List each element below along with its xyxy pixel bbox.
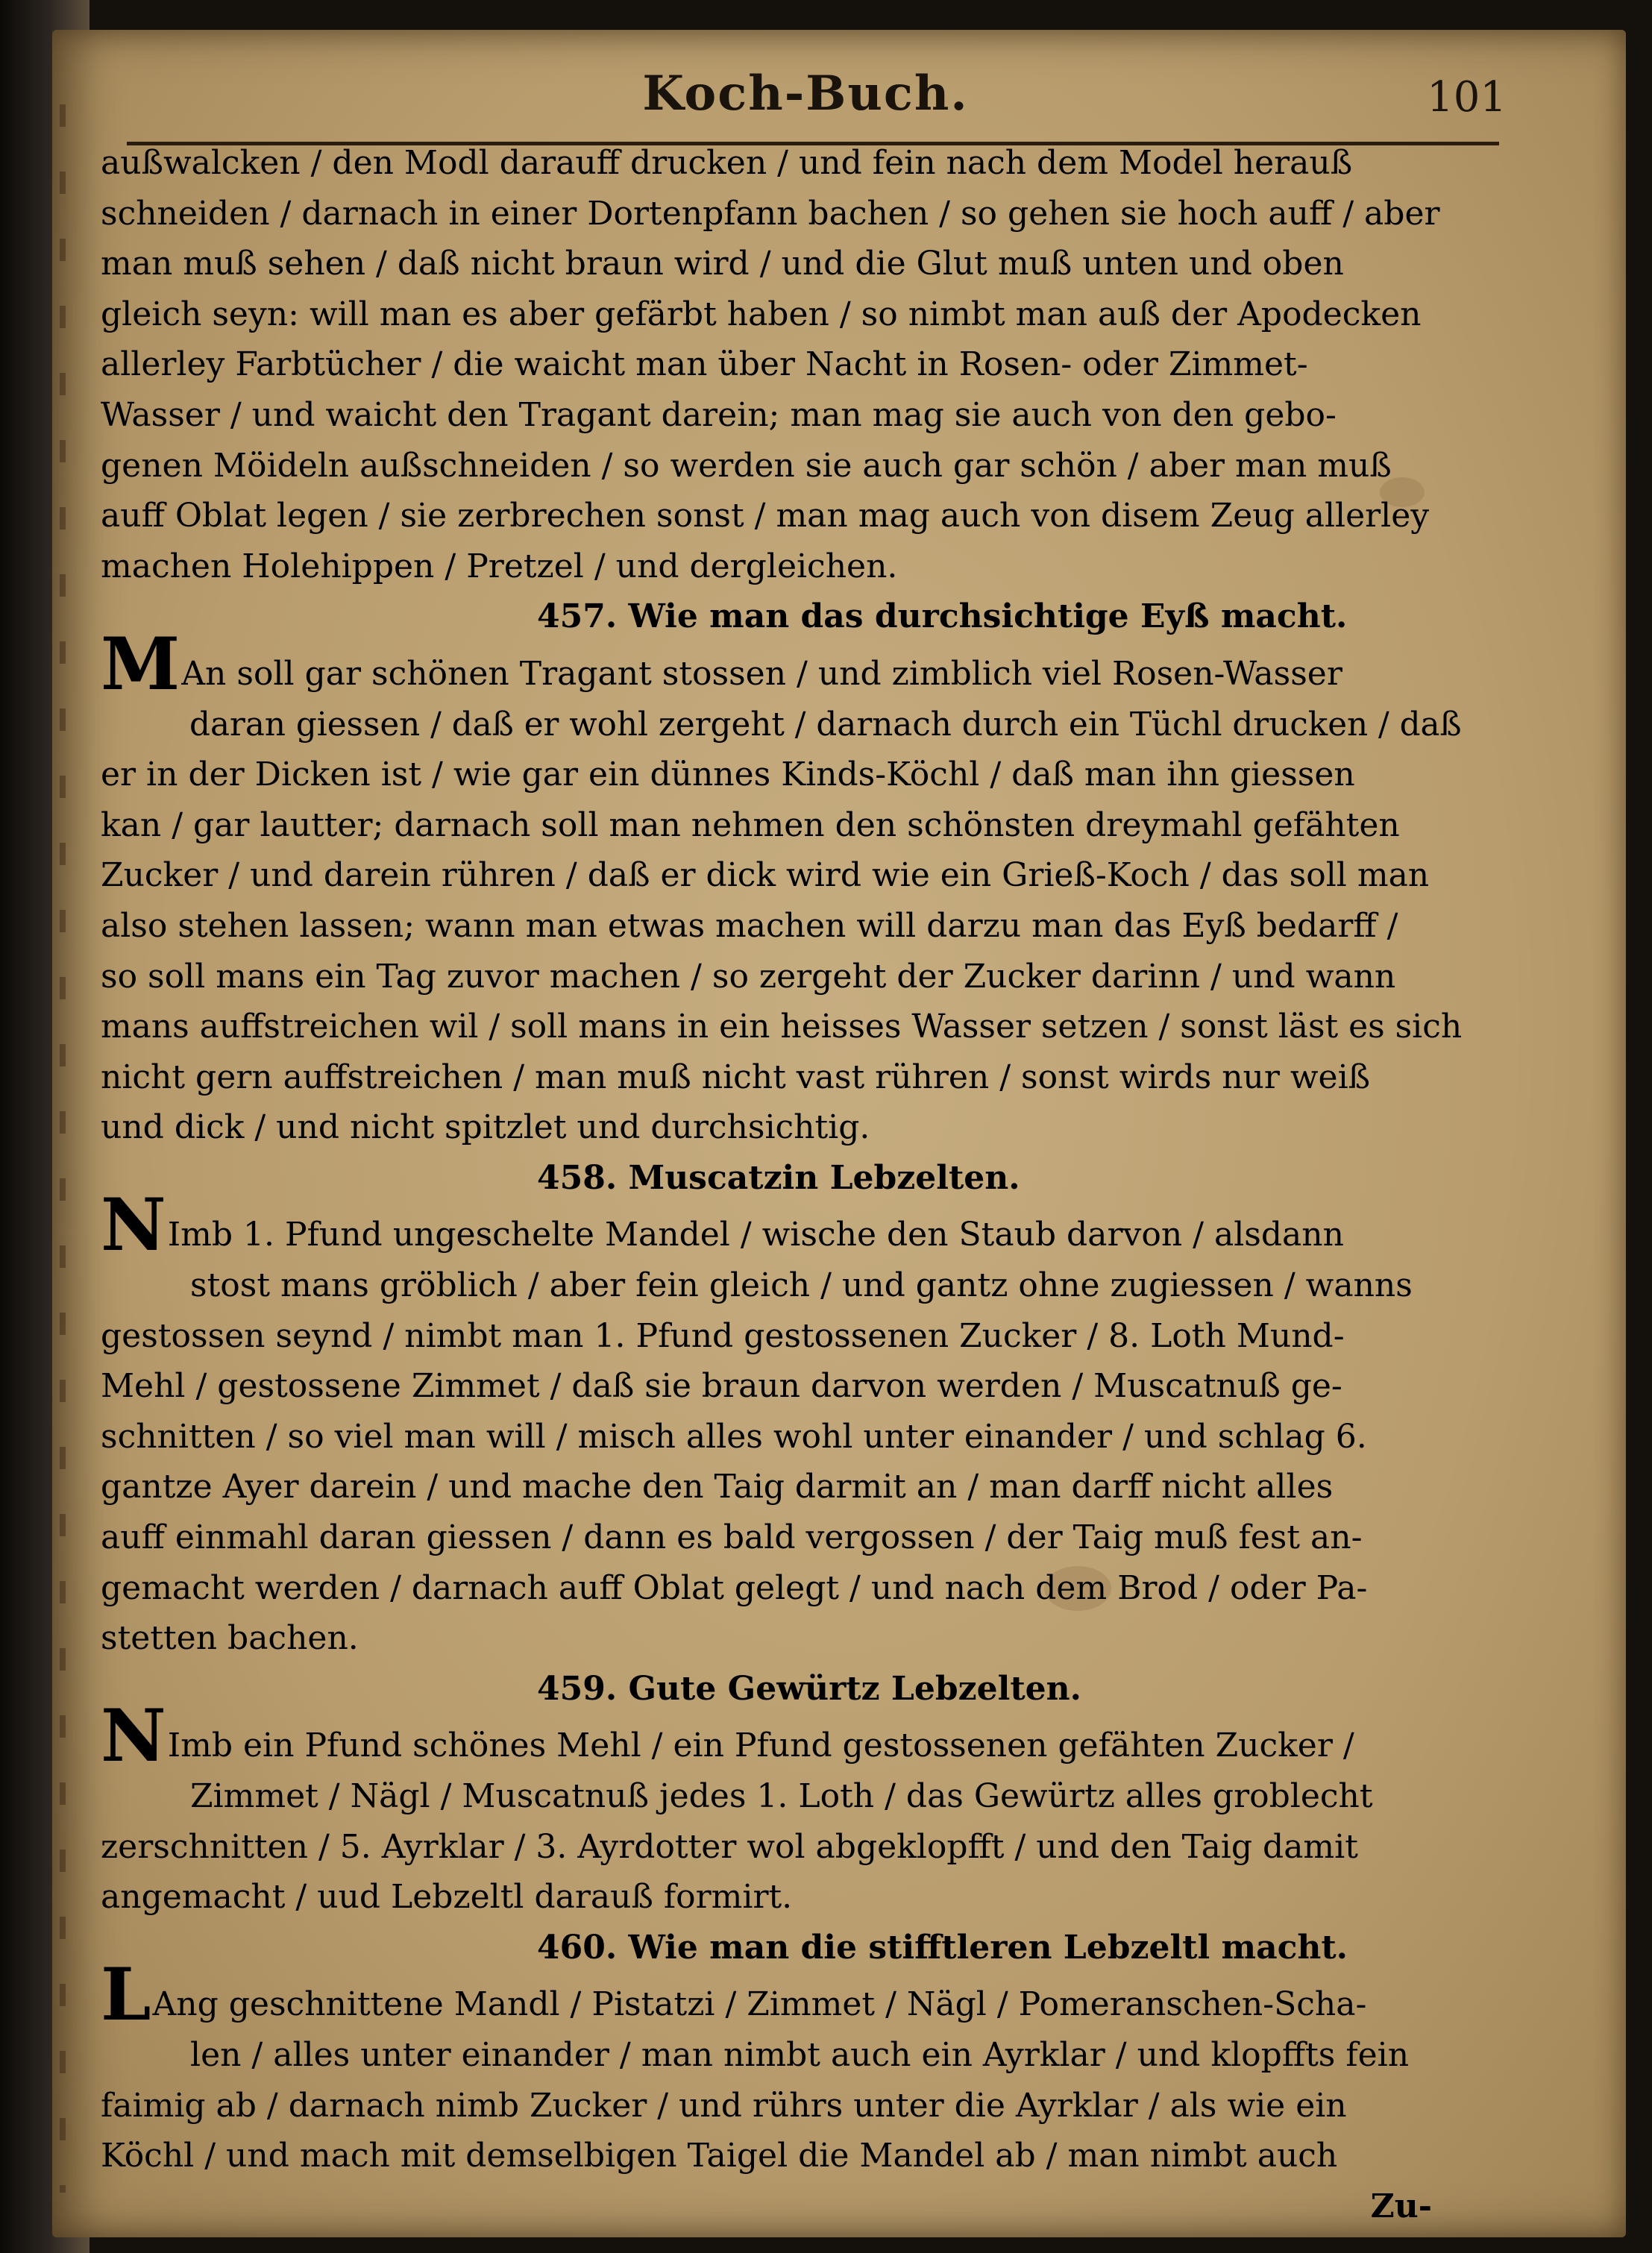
drop-initial: M — [101, 621, 180, 706]
paragraph-first-line — [101, 1952, 1462, 2037]
text-line: angemacht / uud Lebzeltl darauß formirt. — [101, 1878, 793, 1917]
text-line: Köchl / und mach mit demselbigen Taigel die Mandel ab / man nimbt auch — [101, 2137, 1338, 2175]
text-line: gleich seyn: will man es aber gefärbt haben / so nimbt man auß der Apodecken — [101, 295, 1422, 333]
text-line: auff einmahl daran giessen / dann es bald vergossen / der Taig muß fest an- — [101, 1518, 1363, 1557]
text-line: schneiden / darnach in einer Dortenpfann bachen / so gehen sie hoch auff / aber — [101, 194, 1440, 233]
text-line: Zucker / und darein rühren / daß er dick wird wie ein Grieß-Koch / das soll man — [101, 856, 1430, 895]
text-line: genen Möideln außschneiden / so werden sie auch gar schön / aber man muß — [101, 446, 1392, 485]
running-title: Koch-Buch. — [642, 66, 969, 122]
page-header — [97, 66, 1514, 148]
text-line: gemacht werden / darnach auff Oblat gelegt / und nach dem Brod / oder Pa- — [101, 1568, 1368, 1607]
text-line: allerley Farbtücher / die waicht man über Nacht in Rosen- oder Zimmet- — [101, 345, 1308, 384]
text-line: len / alles unter einander / man nimbt auch ein Ayrklar / und klopffts fein — [190, 2035, 1410, 2074]
text-line: auff Oblat legen / sie zerbrechen sonst / man mag auch von disem Zeug allerley — [101, 497, 1430, 535]
text-line: machen Holehippen / Pretzel / und dergleichen. — [101, 547, 898, 585]
text-line: mans auffstreichen wil / soll mans in ein heisses Wasser setzen / sonst läst es sich — [101, 1008, 1463, 1046]
text-line: man muß sehen / daß nicht braun wird / und die Glut muß unten und oben — [101, 245, 1344, 283]
line-text: Imb 1. Pfund ungeschelte Mandel / wische den Staub darvon / alsdann — [167, 1216, 1344, 1254]
text-line: schnitten / so viel man will / misch alles wohl unter einander / und schlag 6. — [101, 1417, 1367, 1456]
recipe-heading: 458. Muscatzin Lebzelten. — [537, 1158, 1020, 1197]
line-text: Imb ein Pfund schönes Mehl / ein Pfund gestossenen gefähten Zucker / — [167, 1726, 1354, 1765]
text-line: nicht gern auffstreichen / man muß nicht vast rühren / sonst wirds nur weiß — [101, 1058, 1371, 1096]
text-line: gestossen seynd / nimbt man 1. Pfund gestossenen Zucker / 8. Loth Mund- — [101, 1316, 1345, 1355]
text-line: faimig ab / darnach nimb Zucker / und rührs unter die Ayrklar / als wie ein — [101, 2086, 1347, 2125]
page-edge-wear — [60, 104, 66, 2193]
text-line: Zimmet / Nägl / Muscatnuß jedes 1. Loth / das Gewürtz alles groblecht — [190, 1777, 1373, 1815]
line-text: An soll gar schönen Tragant stossen / und zimblich viel Rosen-Wasser — [181, 654, 1342, 693]
paragraph-first-line — [101, 1183, 1462, 1268]
text-line: zerschnitten / 5. Ayrklar / 3. Ayrdotter wol abgeklopfft / und den Taig damit — [101, 1827, 1358, 1866]
paragraph-first-line — [101, 1694, 1462, 1779]
recipe-heading: 459. Gute Gewürtz Lebzelten. — [537, 1669, 1081, 1708]
text-line: und dick / und nicht spitzlet und durchsichtig. — [101, 1108, 870, 1147]
text-line: stetten bachen. — [101, 1619, 359, 1658]
paragraph-first-line — [101, 621, 1462, 706]
recipe-heading: 457. Wie man das durchsichtige Eyß macht. — [537, 597, 1348, 636]
text-line: so soll mans ein Tag zuvor machen / so zergeht der Zucker darinn / und wann — [101, 957, 1396, 996]
drop-initial: N — [101, 1183, 166, 1268]
text-line: Wasser / und waicht den Tragant darein; man mag sie auch von den gebo- — [101, 395, 1337, 434]
text-line: gantze Ayer darein / und mache den Taig darmit an / man darff nicht alles — [101, 1468, 1334, 1506]
page-body-text — [101, 138, 1462, 2231]
recipe-heading: 460. Wie man die stifftleren Lebzeltl macht. — [537, 1928, 1348, 1967]
text-line: er in der Dicken ist / wie gar ein dünnes Kinds-Köchl / daß man ihn giessen — [101, 755, 1355, 794]
text-line: daran giessen / daß er wohl zergeht / darnach durch ein Tüchl drucken / daß — [189, 705, 1462, 744]
text-line: stost mans gröblich / aber fein gleich / und gantz ohne zugiessen / wanns — [190, 1266, 1413, 1305]
drop-initial: L — [101, 1952, 151, 2037]
catchword: Zu- — [1370, 2187, 1432, 2225]
line-text: Ang geschnittene Mandl / Pistatzi / Zimmet / Nägl / Pomeranschen-Scha- — [152, 1985, 1367, 2024]
text-line: also stehen lassen; wann man etwas machen will darzu man das Eyß bedarff / — [101, 906, 1398, 945]
drop-initial: N — [101, 1694, 166, 1779]
text-line: kan / gar lautter; darnach soll man nehmen den schönsten dreymahl gefähten — [101, 805, 1400, 844]
text-line: Mehl / gestossene Zimmet / daß sie braun darvon werden / Muscatnuß ge- — [101, 1367, 1342, 1406]
page-number: 101 — [1427, 73, 1507, 122]
text-line: außwalcken / den Modl darauff drucken / und fein nach dem Model herauß — [101, 144, 1353, 182]
